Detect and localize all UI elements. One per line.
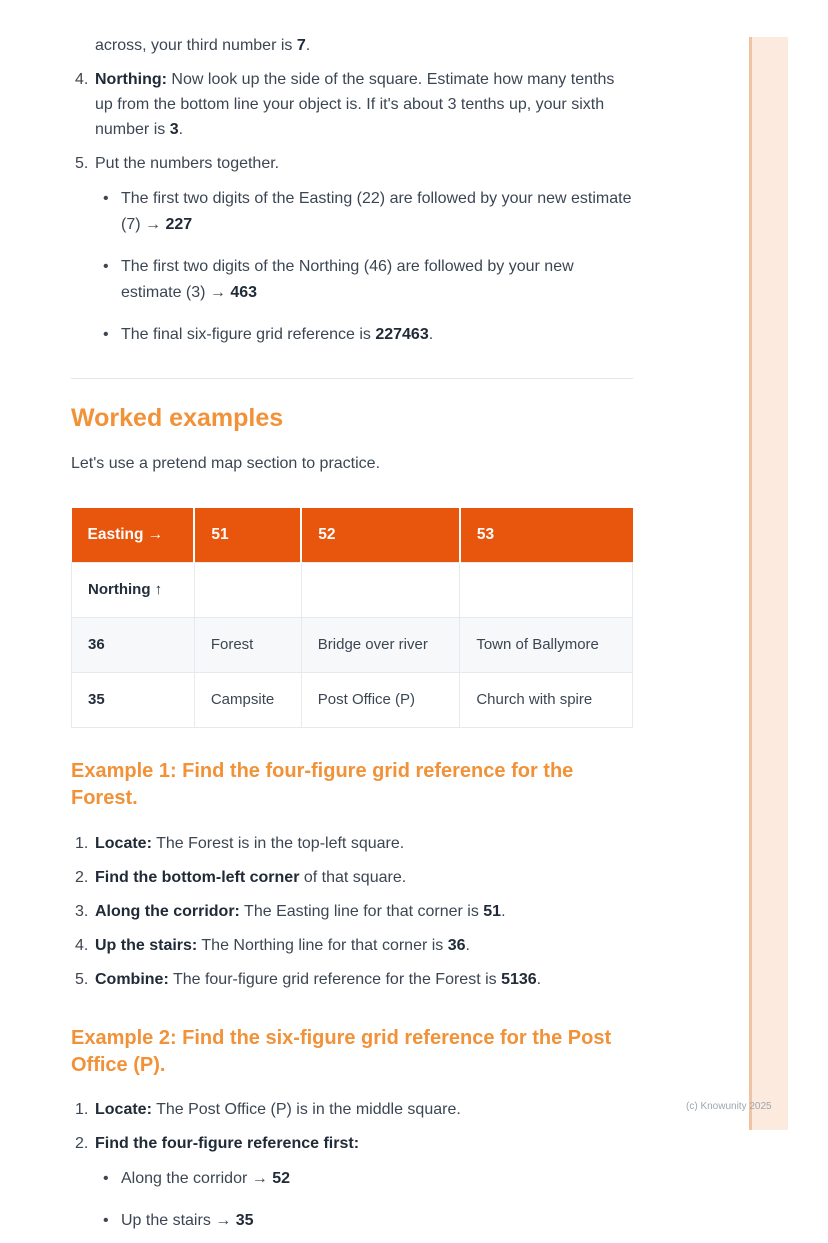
list-item-lead: Find the four-figure reference first: — [95, 1135, 360, 1152]
list-item-text: Up the stairs: The Northing line for that corner is 36. — [95, 937, 470, 954]
table-cell: Campsite — [194, 673, 301, 728]
example1-list — [71, 831, 633, 992]
list-item-number: 2. — [75, 1135, 89, 1152]
bullet-item: • The first two digits of the Northing (46) are followed by your new estimate (3) → 463 — [95, 254, 633, 306]
table-cell: 36 — [72, 618, 195, 673]
list-item-text: Along the corridor: The Easting line for that corner is 51. — [95, 903, 506, 920]
list-item — [71, 1131, 633, 1234]
table-cell — [301, 563, 460, 618]
table-row — [72, 563, 633, 618]
list-item-text: Locate: The Post Office (P) is in the middle square. — [95, 1101, 461, 1118]
table-cell: 35 — [72, 673, 195, 728]
table-cell: Northing ↑ — [72, 563, 195, 618]
list-item — [71, 1097, 633, 1122]
table-cell — [460, 563, 633, 618]
section-heading: Worked examples — [71, 404, 284, 432]
list-item — [71, 831, 633, 856]
table-header-cell: Easting → — [72, 508, 195, 563]
list-item-number: 1. — [75, 1101, 89, 1118]
list-item-text: Find the bottom-left corner of that square. — [95, 869, 407, 886]
bullet-item: • Up the stairs → 35 — [95, 1208, 633, 1234]
list-item-number: 4. — [75, 937, 89, 954]
table-header-cell: 51 — [194, 508, 301, 563]
bullet-item: • The final six-figure grid reference is 227463. — [95, 322, 633, 348]
list-item-lead: Put the numbers together. — [95, 155, 280, 172]
list-item — [71, 933, 633, 958]
table-cell: Church with spire — [460, 673, 633, 728]
list-item — [71, 899, 633, 924]
section-divider — [71, 378, 633, 379]
watermark-text: (c) Knowunity 2025 — [686, 1101, 772, 1112]
list-item — [71, 67, 633, 142]
bullet-item: • Along the corridor → 52 — [95, 1166, 633, 1192]
list-item-number: 5. — [75, 971, 89, 988]
list-item-number: 3. — [75, 903, 89, 920]
intro-list — [71, 33, 633, 348]
bullet-item: • The first two digits of the Easting (22) are followed by your new estimate (7) → 227 — [95, 186, 633, 238]
bullet-list — [95, 186, 633, 348]
example2-heading: Example 2: Find the six-figure grid reference for the Post Office (P). — [71, 1027, 612, 1076]
grid-reference-table — [71, 508, 633, 728]
table-cell — [194, 563, 301, 618]
list-item-number: 5. — [75, 155, 89, 172]
list-item-text — [95, 151, 633, 348]
list-item-number: 1. — [75, 835, 89, 852]
list-item-text — [95, 1131, 633, 1234]
list-item — [71, 967, 633, 992]
table-cell: Town of Ballymore — [460, 618, 633, 673]
example1-heading: Example 1: Find the four-figure grid reference for the Forest. — [71, 760, 574, 809]
document-content — [71, 33, 633, 1243]
list-item — [71, 151, 633, 348]
intro-paragraph: Let's use a pretend map section to practice. — [71, 455, 381, 472]
table-header-row — [72, 508, 633, 563]
table-cell: Post Office (P) — [301, 673, 460, 728]
table-row — [72, 673, 633, 728]
table-cell: Bridge over river — [301, 618, 460, 673]
list-item-continuation: across, your third number is 7. — [95, 37, 311, 54]
list-item-number: 2. — [75, 869, 89, 886]
list-item-text: Northing: Now look up the side of the square. Estimate how many tenths up from the bottom line your object is. If it's about 3 tenths up, your sixth number is 3. — [95, 71, 615, 138]
side-stripe — [749, 37, 788, 1130]
example2-list — [71, 1097, 633, 1234]
list-item-text: Combine: The four-figure grid reference for the Forest is 5136. — [95, 971, 542, 988]
list-item-number: 4. — [75, 71, 89, 88]
table-header-cell: 53 — [460, 508, 633, 563]
table-row — [72, 618, 633, 673]
bullet-list — [95, 1166, 633, 1234]
table-header-cell: 52 — [301, 508, 460, 563]
list-item-text: Locate: The Forest is in the top-left square. — [95, 835, 405, 852]
list-item — [71, 865, 633, 890]
table-cell: Forest — [194, 618, 301, 673]
